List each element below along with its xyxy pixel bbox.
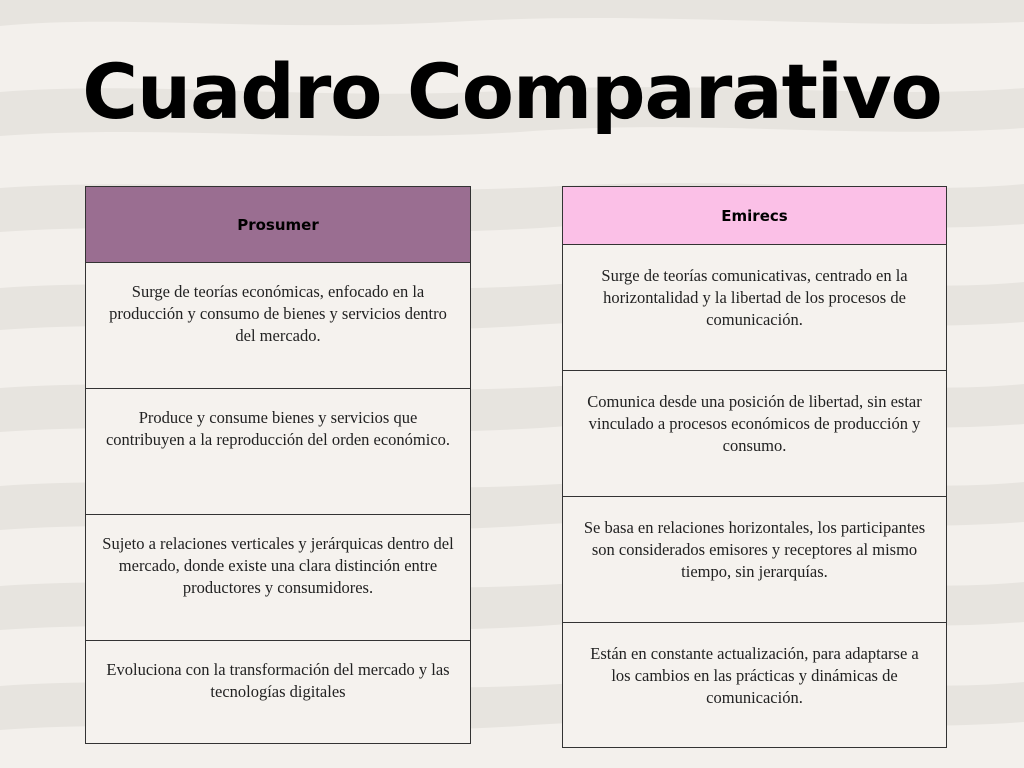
emirecs-row: Comunica desde una posición de libertad, sin estar vinculado a procesos económicos de producción y consumo.: [563, 371, 946, 497]
prosumer-row: Produce y consume bienes y servicios que contribuyen a la reproducción del orden económico.: [86, 389, 470, 515]
prosumer-table: [85, 186, 471, 744]
prosumer-row: Surge de teorías económicas, enfocado en la producción y consumo de bienes y servicios dentro del mercado.: [86, 263, 470, 389]
emirecs-row: Se basa en relaciones horizontales, los participantes son considerados emisores y receptores al mismo tiempo, sin jerarquías.: [563, 497, 946, 623]
emirecs-row: Están en constante actualización, para adaptarse a los cambios en las prácticas y dinámicas de comunicación.: [590, 644, 919, 707]
prosumer-row: Evoluciona con la transformación del mercado y las tecnologías digitales: [106, 660, 450, 701]
emirecs-header: Emirecs: [563, 187, 946, 245]
page-title: Cuadro Comparativo: [82, 47, 942, 136]
emirecs-row: Surge de teorías comunicativas, centrado en la horizontalidad y la libertad de los procesos de comunicación.: [563, 245, 946, 371]
prosumer-header: Prosumer: [86, 187, 470, 263]
prosumer-row: Sujeto a relaciones verticales y jerárquicas dentro del mercado, donde existe una clara distinción entre productores y consumidores.: [86, 515, 470, 641]
emirecs-table: [562, 186, 947, 748]
